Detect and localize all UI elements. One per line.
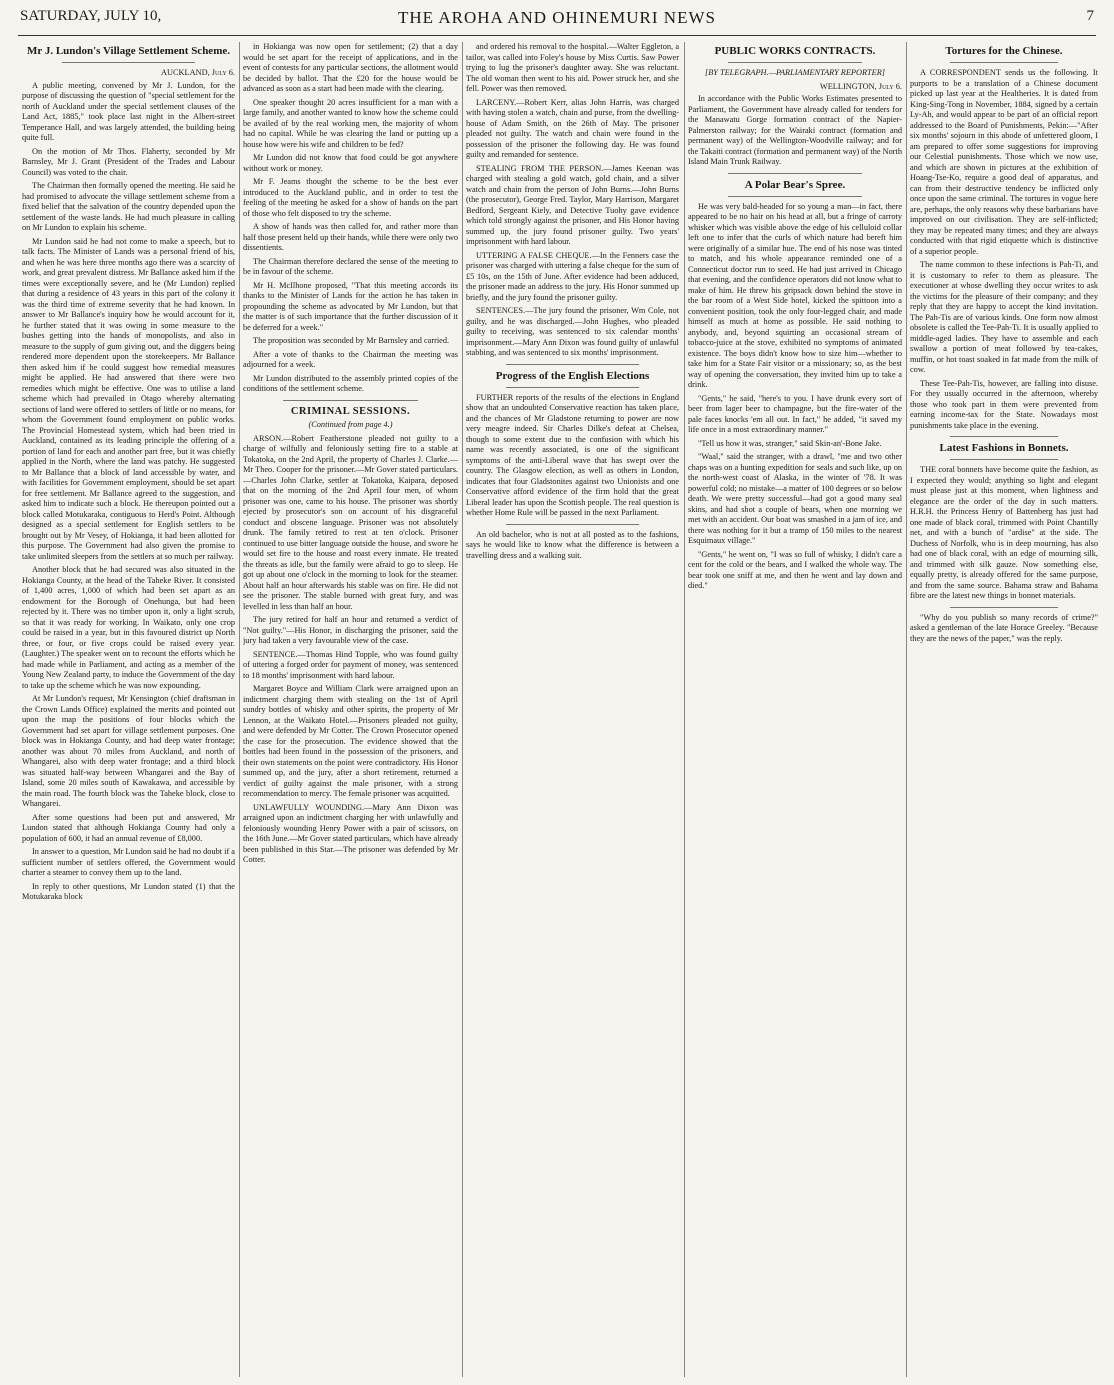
section-subtitle: (Continued from page 4.): [308, 420, 393, 429]
paragraph: Mr H. McIlhone proposed, "That this meeting accords its thanks to the Minister of Lands for the action he has taken in propounding the scheme as advocated by Mr Lundon, but that the matter is of such importance that the further discussion of it be deferred for a week.": [243, 280, 458, 332]
paragraph: "Why do you publish so many records of crime?" asked a gentleman of the late Horace Greeley. "Because they are the news of the paper," was the reply.: [910, 612, 1098, 643]
divider: [728, 62, 862, 63]
paragraph: The jury retired for half an hour and returned a verdict of "Not guilty."—His Honor, in discharging the prisoner, said the jury had taken a very favourable view of the case.: [243, 615, 458, 645]
paragraph: After a vote of thanks to the Chairman the meeting was adjourned for a week.: [243, 349, 458, 369]
paragraph: STEALING FROM THE PERSON.—James Keenan was charged with stealing a gold watch, gold chain, and a silver watch and chain from the person of John Burns.—John Burns (the prosecutor), George Fred. Taylor, Mary Harrison, Margaret Bedford, Sergeant Kiely, and Detective Tuohy gave evidence which told strongly against the prisoner, and His Honor having summed up, the jury found prisoner guilty. Two years' imprisonment with hard labour.: [466, 163, 679, 246]
paragraph: ARSON.—Robert Featherstone pleaded not guilty to a charge of wilfully and feloniously setting fire to a stable at Tokatoka, on the 2nd April, the property of Charles J. Clarke.—Mr Theo. Cooper for the prisoner.—Mr Gover stated particulars.—Charles John Clarke, settler at Tokatoka, Kaipara, deposed that on the morning of the 2nd April four men, of whom prisoner was one, came to his house. The prisoner was shortly ejected by prosecutor's son on account of his disgraceful conduct and obscene language. Prisoner was not absolutely drunk. The family retired to rest at ten o'clock. Prisoner continued to use bitter language outside the house, and swore he would set fire to the house and roast every inmate. He treated the threats as idle, but the family were afraid to go to sleep. He got up about one o'clock in the morning to look for the steamer. About half an hour afterwards his stable was on fire. He did not see the prisoner. The stable burned with great fury, and was levelled in less than half an hour.: [243, 433, 458, 611]
paragraph: UTTERING A FALSE CHEQUE.—In the Fenners case the prisoner was charged with uttering a false cheque for the sum of £5 10s, on the 15th of June. After evidence had been adduced, the prisoner made an address to the jury. His Honor summed up briefly, and the jury found the prisoner guilty.: [466, 250, 679, 302]
article-headline: Mr J. Lundon's Village Settlement Scheme.: [27, 45, 230, 57]
paragraph: THE coral bonnets have become quite the fashion, as I expected they would; anything so light and elegant must please just at this moment, when lightness and elegance are the order of the day in such matters. H.R.H. the Princess Henry of Battenberg has just had one made of black coral, trimmed with Point Chantilly net, and with a bunch of "ardise" at the side. The Duchess of Norfolk, who is in deep mourning, has also had one of black coral, with an edge of mourning silk, and trimmed with silk gauze. Now something else, equally pretty, is already offered for the same purpose, and from the same source. Bahama straw and Bahama fibre are the latest new things in bonnet materials.: [910, 465, 1098, 600]
column-3: [466, 42, 679, 1377]
paragraph: Mr Lundon distributed to the assembly printed copies of the conditions of the settlement scheme.: [243, 373, 458, 393]
divider: [62, 62, 195, 63]
newspaper-title: THE AROHA AND OHINEMURI NEWS: [398, 8, 716, 27]
paragraph: After some questions had been put and answered, Mr Lundon stated that although Hokianga County had only a population of 600, it had an annual revenue of £8,000.: [22, 812, 235, 843]
paragraph: Mr F. Jeams thought the scheme to be the best ever introduced to the Auckland public, and in order to test the feeling of the meeting he asked for a show of hands on the part of those who felt disposed to try the scheme.: [243, 177, 458, 218]
page-number: 7: [1086, 8, 1094, 24]
divider: [283, 400, 418, 401]
paragraph: in Hokianga was now open for settlement; (2) that a day would be set apart for the receipt of applications, and in the event of contests for any particular sections, the allotment would be decided by ballot. That the £20 for the house would be advanced as soon as a start had been made with the clearing.: [243, 42, 458, 93]
column-divider: [906, 42, 907, 1377]
paragraph: SENTENCES.—The jury found the prisoner, Wm Cole, not guilty, and he was discharged.—John Hughes, who pleaded guilty to receiving, was sentenced to six calendar months' imprisonment.—Mary Ann Dixon was found guilty of unlawful stabbing, and was sentenced to six months' imprisonment.: [466, 306, 679, 357]
paragraph: "Gents," he went on, "I was so full of whisky, I didn't care a cent for the cold or the bears, and I walked the whole way. The bear took one sniff at me, and then he went and lay down and died.": [688, 549, 902, 590]
column-2: [243, 42, 458, 1377]
divider: [950, 436, 1058, 437]
divider: [506, 387, 639, 388]
divider: [506, 364, 639, 365]
divider: [950, 459, 1058, 460]
paragraph: The Chairman then formally opened the meeting. He said he had promised to advocate the village settlement scheme from a fixed belief that the salvation of the country depended upon the settlement of the waste lands. He had much pleasure in calling on Mr Lundon to explain his scheme.: [22, 181, 235, 232]
paragraph: The proposition was seconded by Mr Barnsley and carried.: [253, 336, 450, 345]
column-1: [22, 42, 235, 1377]
paragraph: In answer to a question, Mr Lundon said he had no doubt if a sufficient number of settlers offered, the Government would charter a steamer to convey them up to the land.: [22, 847, 235, 877]
byline: [BY TELEGRAPH.—PARLIAMENTARY REPORTER]: [705, 68, 885, 77]
section-headline: Latest Fashions in Bonnets.: [939, 442, 1069, 454]
paragraph: A CORRESPONDENT sends us the following. It purports to be a translation of a Chinese document picked up last year at the Healtheries. It is dated from King-Sing-Tong in November, 1884, signed by a certain Ly-Ah, and would appear to be part of an official report addressed to the Board of Punishments, Pekin:—"After six months' sojourn in this abode of unfettered gloom, I am prepared to offer some suggestions for improving our Celestial punishments. Those which we now use, and which are shown in pictures at the exhibition of Hoang-Tse-Ko, require a good deal of apparatus, and can from their destructive tendency be inflicted only once upon the same criminal. The tortures in vogue here are, perhaps, the only reasons why these barbarians have improved on our civilisation. They are self-inflicted; they may be repeated many times; and they are always conducted with that rigid etiquette which is distinctive of a superior people.: [910, 68, 1098, 256]
paragraph: A show of hands was then called for, and rather more than half those present held up their hands, while there were only two dissentients.: [243, 222, 458, 252]
paragraph: An old bachelor, who is not at all posted as to the fashions, says he would like to know what the difference is between a travelling dress and a walking suit.: [466, 529, 679, 560]
divider: [728, 196, 862, 197]
column-divider: [239, 42, 240, 1377]
paragraph: These Tee-Pah-Tis, however, are falling into disuse. For they usually occurred in the afternoon, whereby those who took part in them were prevented from earning income-tax for the State. Nowadays most punishments take place in the evening.: [910, 378, 1098, 430]
column-divider: [462, 42, 463, 1377]
paragraph: "Gents," he said, "here's to you. I have drunk every sort of beer from lager beer to champagne, but the fire-water of the pale faces knocks 'em all out. In fact," he added, "it saved my life once in a most extraordinary manner.": [688, 393, 902, 434]
paragraph: "Waal," said the stranger, with a drawl, "me and two other chaps was on a hunting expedition for seals and such like, up on the north-west coast of Alaska, in the winter of '78. It was powerful cold; no mistake—a matter of 100 degrees or so below death. We were pretty successful—had got a good many seal skins, and had shot a couple of bears, when one morning we met with an accident. Our boat was smashed in a jam of ice, and there was nothing for it but a tramp of 150 miles to the nearest Esquimaux village.": [688, 452, 902, 545]
paragraph: He was very bald-headed for so young a man—in fact, there appeared to be no hair on his head at all, but a fringe of carroty whisker which was visible above the edge of his celluloid collar left one to infer that the curls of which nature had bereft him were originally of a similar hue. The end of his nose was tinted to match, and his whole appearance reminded one of a Connecticut doctor run to seed. He had just arrived in Chicago that evening, and the confidence operators did not know what to make of him. He threw his gripsack down behind the stove in the bar room of a West Side hotel, kicked the spittoon into a convenient position, took the only four-legged chair, and made himself as much at home as possible. He said nothing to anybody, and, beyond squirting an occasional stream of tobacco-juice at the stove, exhibited no symptoms of animated existence. The boys didn't know how to size him—whether to take him for a State Fair visitor or a missionary; so, as the best way of opening the conversation, they invited him up to take a drink.: [688, 201, 902, 389]
masthead: [20, 0, 1094, 34]
paragraph: On the motion of Mr Thos. Flaherty, seconded by Mr Barnsley, Mr J. Grant (President of the Trades and Labour Council) was voted to the chair.: [22, 146, 235, 177]
paragraph: and ordered his removal to the hospital.—Walter Eggleton, a tailor, was called into Foley's house by Miss Curtis. Saw Power trying to lug the prisoner's daughter away. She was reluctant. The old woman then went to his aid. Power struck her, and she fell. Power was then removed.: [466, 42, 679, 93]
paragraph: UNLAWFULLY WOUNDING.—Mary Ann Dixon was arraigned upon an indictment charging her with unlawfully and feloniously wounding Henry Power with a pair of scissors, on the 16th June.—Mr Gover stated particulars, which have already been published in this Star.—The prisoner was defended by Mr Cotter.: [243, 802, 458, 864]
paragraph: FURTHER reports of the results of the elections in England show that an undoubted Conservative reaction has taken place, and the chances of Mr Gladstone returning to power are now very meagre indeed. Sir Charles Dilke's defeat at Chelsea, though to some extent due to the confusion with which his name was recently associated, is one of the significant symptoms of the anti-Liberal wave that has swept over the country. The Glasgow election, as well as others in London, indicates that four Gladstonites against two Unionists and one Conservative afford evidence of the firm hold that the great Liberal leader has upon the Scottish people. The real question is whether Home Rule will be passed in the next Parliament.: [466, 392, 679, 517]
article-headline: PUBLIC WORKS CONTRACTS.: [714, 45, 876, 57]
dateline: WELLINGTON, July 6.: [819, 81, 902, 91]
paragraph: In reply to other questions, Mr Lundon stated (1) that the Motukaraka block: [22, 881, 235, 901]
column-5: [910, 42, 1098, 1377]
paragraph: "Tell us how it was, stranger," said Skin-an'-Bone Jake.: [698, 438, 882, 448]
column-divider: [684, 42, 685, 1377]
section-headline: A Polar Bear's Spree.: [744, 178, 846, 191]
divider: [506, 524, 639, 525]
section-headline: Progress of the English Elections: [495, 369, 650, 382]
issue-date: SATURDAY, JULY 10,: [20, 8, 162, 24]
paragraph: SENTENCE.—Thomas Hind Topple, who was found guilty of uttering a forged order for payment of money, was sentenced to 18 months' imprisonment with hard labour.: [243, 649, 458, 680]
column-4: [688, 42, 902, 1377]
paragraph: Margaret Boyce and William Clark were arraigned upon an indictment charging them with stealing on the 1st of April sundry bottles of whisky and other spirits, the property of Mr Lennon, at the Waikato Hotel.—Prisoners pleaded not guilty, and were defended by Mr Cotter. The Crown Prosecutor opened the case for the prosecution. The evidence showed that the bottles had been found in the possession of the prisoners, and their own statements on the point were contradictory. His Honor summed up, and the jury, after a short retirement, returned a verdict of guilty against the male prisoner, with a strong recommendation to mercy. The female prisoner was acquitted.: [243, 684, 458, 798]
paragraph: In accordance with the Public Works Estimates presented to Parliament, the Government have already called for tenders for the Manawatu Gorge formation contract of the Napier-Palmerston railway; for the Wairaki contract (formation and permanent way) of the Wellington-Woodville railway; and for the Takaiti contract (formation and permanent way) of the North Island Main Trunk Railway.: [688, 94, 902, 166]
dateline: AUCKLAND, July 6.: [161, 68, 235, 77]
paragraph: Mr Lundon said he had not come to make a speech, but to talk facts. The Minister of Lands was a personal friend of his, and when he was here three months ago there was a scarcity of work, and great prevalent distress. Mr Ballance asked him if the times were exceptionally severe, and he (Mr Lundon) replied that during a residence of 43 years in this part of the colony it was the third time of extreme severity that he had known. In answer to Mr Ballance's inquiry how he would account for it, he further stated that it was owing in some measure to the bushes getting into the hands of monopolists, and also in measure to the supply of gum giving out, and the diggers being rendered more dependent upon the storekeepers. Mr Ballance then asked him if he could suggest how remedial measures might be applied. He had answered that there were two remedies which might be effective. One was to utilise a land scheme which had prevailed in Otago whereby alternating sections of land were offered to settlers of little or no means, for whom the Government found employment on public works. The Provincial Homestead system, which had been tried in Auckland, contained as its leading principle the offering of a portion of land for each and another part free, but it was chiefly applied in the North, where the land was patchy. He suggested to Mr Ballance that a block of land accessible by water, and with facilities for Government employment, should be set apart for free settlement. Mr Ballance agreed to the suggestion, and asked him to indicate such a block. He thereupon pointed out a block called Motukaraka, contiguous to Herd's Point. Although designed as a special settlement for English settlers to be brought out by Mr Vesey, of Hokianga, it had been allotted for this purpose. The Government had also given the promise to take unlimited sleepers from the settlers at so much per railway.: [22, 236, 235, 561]
divider: [950, 607, 1058, 608]
divider: [950, 62, 1058, 63]
masthead-rule: [18, 35, 1096, 36]
paragraph: At Mr Lundon's request, Mr Kensington (chief draftsman in the Crown Lands Office) explained the merits and pointed out upon the map the positions of four blocks which the Government had set apart for village settlement purposes. One block was in Hokianga County, and had deep water frontage; another was about 70 miles from Auckland, and north of Whangarei, also with deep water frontage; and a third block was situated half-way between Whangarei and the Bay of Island, some 20 miles south of Kawakawa, and accessible by the main road. The fourth block was the Taheke block, close to Whangarei.: [22, 694, 235, 808]
divider: [728, 173, 862, 174]
paragraph: The name common to these infections is Pah-Ti, and it is customary to refer to them as pleasure. The executioner at whose dwelling they occur writes to ask the victims for the pleasure of their company; and they reply that they are happy to accept the kind invitation. The Pah-Tis are of various kinds. One form now almost obsolete is called the Tee-Pah-Ti. It is usually applied to middle-aged ladies. They have to assemble and each swallow a portion of meat followed by tea-cakes, muffin, or hot toast soaked in fat made from the milk of cow.: [910, 260, 1098, 374]
section-headline: CRIMINAL SESSIONS.: [290, 405, 411, 417]
paragraph: One speaker thought 20 acres insufficient for a man with a large family, and another wanted to know how the scheme could be availed of by the real working men, the majority of whom had no capital. While he was clearing the land or putting up a house how were his wife and children to be fed?: [243, 97, 458, 149]
paragraph: Mr Lundon did not know that food could be got anywhere without work or money.: [243, 153, 458, 173]
paragraph: The Chairman therefore declared the sense of the meeting to be in favour of the scheme.: [243, 256, 458, 276]
article-headline: Tortures for the Chinese.: [945, 45, 1063, 57]
paragraph: A public meeting, convened by Mr J. Lundon, for the purpose of discussing the question of "special settlement for the north of Auckland under the special settlement clauses of the Land Act, 1885," took place last night in the Albert-street Temperance Hall, and was largely attended, the building being quite full.: [22, 80, 235, 142]
paragraph: LARCENY.—Robert Kerr, alias John Harris, was charged with having stolen a watch, chain and purse, from the dwelling-house of Adam Smith, on the 26th of May. The prisoner pleaded not guilty. The watch and chain were found in the possession of the prisoner the following day. He was found guilty and remanded for sentence.: [466, 97, 679, 159]
paragraph: Another block that he had secured was also situated in the Hokianga County, at the head of the Taheke River. It consisted of 1,400 acres, 1,000 of which had been set apart as an endowment for the Borough of Onehunga, but had been rejected by it. There was no timber upon it, only a light scrub, so that it was ready for working. In Waikato, only one crop could be raised in a year, but in this favoured district up North three, or four, or five crops could be raised every year. (Laughter.) The speaker went on to recount the efforts which he had made while in Parliament, and acting as a member of the Young New Zealand party, to induce the Government of the day to take up the scheme which he was now expounding.: [22, 565, 235, 690]
